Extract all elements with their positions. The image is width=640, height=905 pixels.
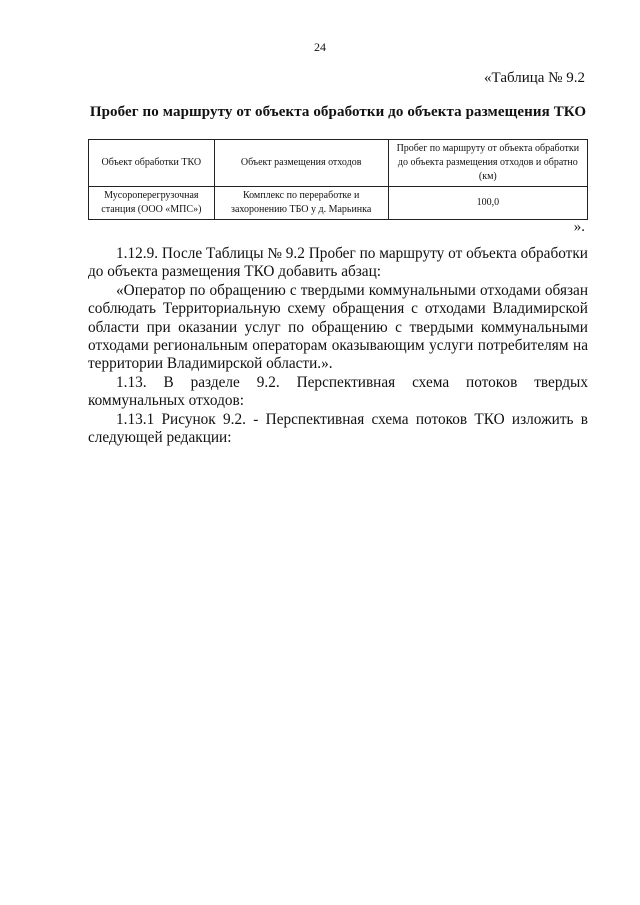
table-header-cell: Объект размещения отходов <box>214 140 388 187</box>
paragraph: 1.12.9. После Таблицы № 9.2 Пробег по маршруту от объекта обработки до объекта размещения ТКО добавить абзац: <box>88 245 588 281</box>
table-label: «Таблица № 9.2 <box>484 70 585 86</box>
body-text <box>88 245 588 447</box>
paragraph: 1.13. В разделе 9.2. Перспективная схема потоков твердых коммунальных отходов: <box>88 373 588 410</box>
table-header-cell: Пробег по маршруту от объекта обработки до объекта размещения отходов и обратно (км) <box>388 140 587 187</box>
table-row <box>89 187 588 220</box>
table-header-cell: Объект обработки ТКО <box>89 140 215 187</box>
table-header-row <box>89 140 588 187</box>
table-cell: Комплекс по переработке и захоронению ТБО у д. Марьинка <box>214 187 388 220</box>
table-cell: Мусороперегрузочная станция (ООО «МПС») <box>89 187 215 220</box>
table-cell: 100,0 <box>388 187 587 220</box>
route-table <box>88 139 588 220</box>
paragraph: «Оператор по обращению с твердыми коммунальными отходами обязан соблюдать Территориальную схему обращения с отходами Владимирской области при оказании услуг по обращению с твердыми коммунальными отходами региональным операторам оказывающим услуги потребителям на территории Владимирской области.». <box>88 281 588 373</box>
page-number: 24 <box>314 40 326 54</box>
table-title: Пробег по маршруту от объекта обработки до объекта размещения ТКО <box>89 104 587 120</box>
paragraph: 1.13.1 Рисунок 9.2. - Перспективная схема потоков ТКО изложить в следующей редакции: <box>88 410 588 447</box>
closing-quote-mark: ». <box>573 219 585 235</box>
